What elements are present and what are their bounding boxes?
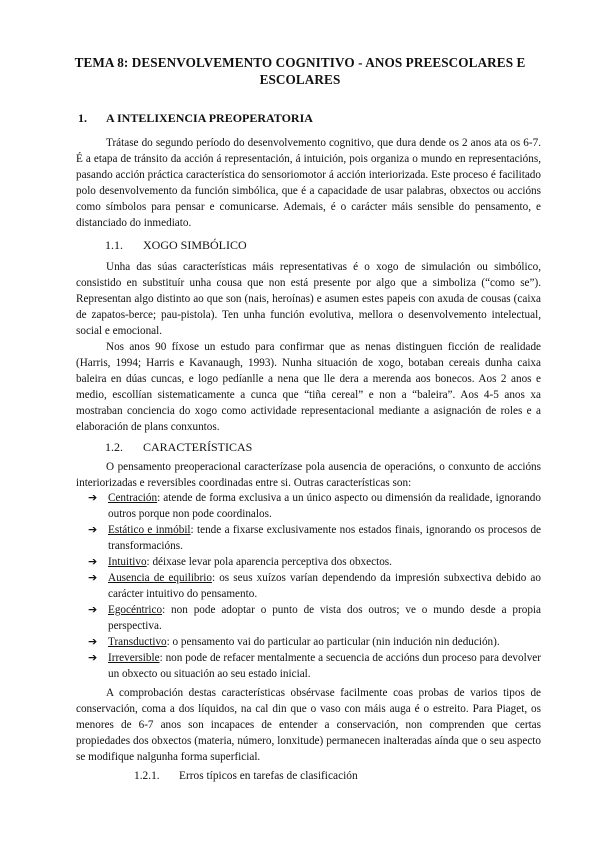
list-item-term: Transductivo — [108, 636, 167, 648]
list-item — [76, 570, 541, 602]
list-item — [76, 602, 541, 634]
subsection-title: XOGO SIMBÓLICO — [143, 238, 247, 252]
subsection-heading-1-1 — [105, 237, 247, 253]
arrow-icon: ➔ — [88, 491, 98, 504]
subsection-number: 1.2. — [105, 440, 123, 454]
paragraph-symbolic-play: Unha das súas características máis representativas é o xogo de simulación ou simbólico, consistido en substituír unha cousa que non está presente por algo que a simboliza (“como se”). Representan algo distinto ao que son (nais, heroínas) e asumen estes papeis con axuda de cousas (caixa de zapatos-berce; pau-pistola). Ten unha función evolutiva, mellora o desenvolvemento intelectual, social e emocional. — [76, 261, 541, 337]
paragraph-intro: Trátase do segundo período do desenvolvemento cognitivo, que dura dende os 2 anos ata os 6-7. É a etapa de tránsito da acción á representación, á intuición, pois organiza o mundo en representacións, pasando acción práctica característica do sensoriomotor á acción interiorizada. Este proceso é facilitado polo desenvolvemento da función simbólica, que é a capacidade de usar palabras, obxectos ou accións como símbolos para pensar e comunicarse. Ademais, é o carácter máis sensible do pensamento, e distanciado do inmediato. — [76, 137, 541, 229]
subsubsection-number: 1.2.1. — [134, 770, 160, 782]
arrow-icon: ➔ — [88, 523, 98, 536]
list-item-term: Ausencia de equilibrio — [108, 572, 212, 584]
characteristics-list — [76, 490, 541, 682]
subsubsection-heading-1-2-1 — [134, 768, 358, 784]
list-item-term: Intuitivo — [108, 556, 147, 568]
list-item-term: Estático e inmóbil — [108, 524, 191, 536]
arrow-icon: ➔ — [88, 555, 98, 568]
list-item — [76, 650, 541, 682]
paragraph-study: Nos anos 90 fíxose un estudo para confirmar que as nenas distinguen ficción de realidade (Harris, 1994; Harris e Kavanaugh, 1993). Nunha situación de xogo, botaban cereais dunha caixa baleira en dúas cuncas, e logo pedíanlle a nena que lle dera a merenda aos bonecos. Aos 2 anos e medio, escollían sistematicamente a cunca que “tiña cereal” e non a “baleira”. Aos 4-5 anos xa mostraban conciencia do xogo como actividade representacional mediante a asignación de roles e a elaboración de plans conxuntos. — [76, 341, 541, 433]
list-item-text: : o pensamento vai do particular ao particular (nin indución nin dedución). — [166, 636, 500, 648]
list-item — [76, 490, 541, 522]
subsection-title: CARACTERÍSTICAS — [143, 440, 253, 454]
list-item-text: : non pode adoptar o punto de vista dos outros; ve o mundo desde a propia perspectiva. — [108, 604, 541, 632]
arrow-icon: ➔ — [88, 651, 98, 664]
arrow-icon: ➔ — [88, 635, 98, 648]
list-item — [76, 522, 541, 554]
arrow-icon: ➔ — [88, 571, 98, 584]
subsection-heading-1-2 — [105, 439, 252, 455]
subsubsection-title: Erros típicos en tarefas de clasificación — [179, 770, 358, 782]
document-title: TEMA 8: DESENVOLVEMENTO COGNITIVO - ANOS PREESCOLARES E ESCOLARES — [74, 55, 526, 87]
list-item — [76, 634, 541, 650]
list-item-term: Irreversible — [108, 652, 160, 664]
list-item-term: Centración — [108, 492, 158, 504]
list-item — [76, 554, 541, 570]
list-item-text: : atende de forma exclusiva a un único aspecto ou dimensión da realidade, ignorando outros porque non pode coordinalos. — [108, 492, 541, 520]
section-number: 1. — [78, 111, 87, 125]
paragraph-characteristics: O pensamento preoperacional caracterízase pola ausencia de operacións, o conxunto de accións interiorizadas e reversibles coordinadas entre si. Outras características son: — [76, 461, 541, 489]
list-item-text: : tende a fixarse exclusivamente nos estados finais, ignorando os procesos de transformacións. — [108, 524, 542, 552]
paragraph-conservation: A comprobación destas características obsérvase facilmente coas probas de varios tipos de conservación, coma a dos líquidos, na cal din que o vaso con máis auga é o estreito. Para Piaget, os menores de 6-7 anos son incapaces de entender a conservación, non comprenden que certas propiedades dos obxectos (materia, número, lonxitude) permanecen inalteradas aínda que o seu aspecto se modifique nalgunha forma superficial. — [76, 687, 541, 763]
section-heading-1 — [78, 110, 313, 126]
section-title: A INTELIXENCIA PREOPERATORIA — [106, 111, 313, 125]
list-item-text: : os seus xuízos varían dependendo da impresión subxectiva debido ao carácter intuitivo do pensamento. — [108, 572, 541, 600]
arrow-icon: ➔ — [88, 603, 98, 616]
list-item-text: : non pode de refacer mentalmente a secuencia de accións dun proceso para devolver un obxecto ou situación ao seu estado inicial. — [108, 652, 541, 680]
list-item-term: Egocéntrico — [108, 604, 163, 616]
subsection-number: 1.1. — [105, 238, 123, 252]
list-item-text: : déixase levar pola aparencia perceptiva dos obxectos. — [146, 556, 392, 568]
